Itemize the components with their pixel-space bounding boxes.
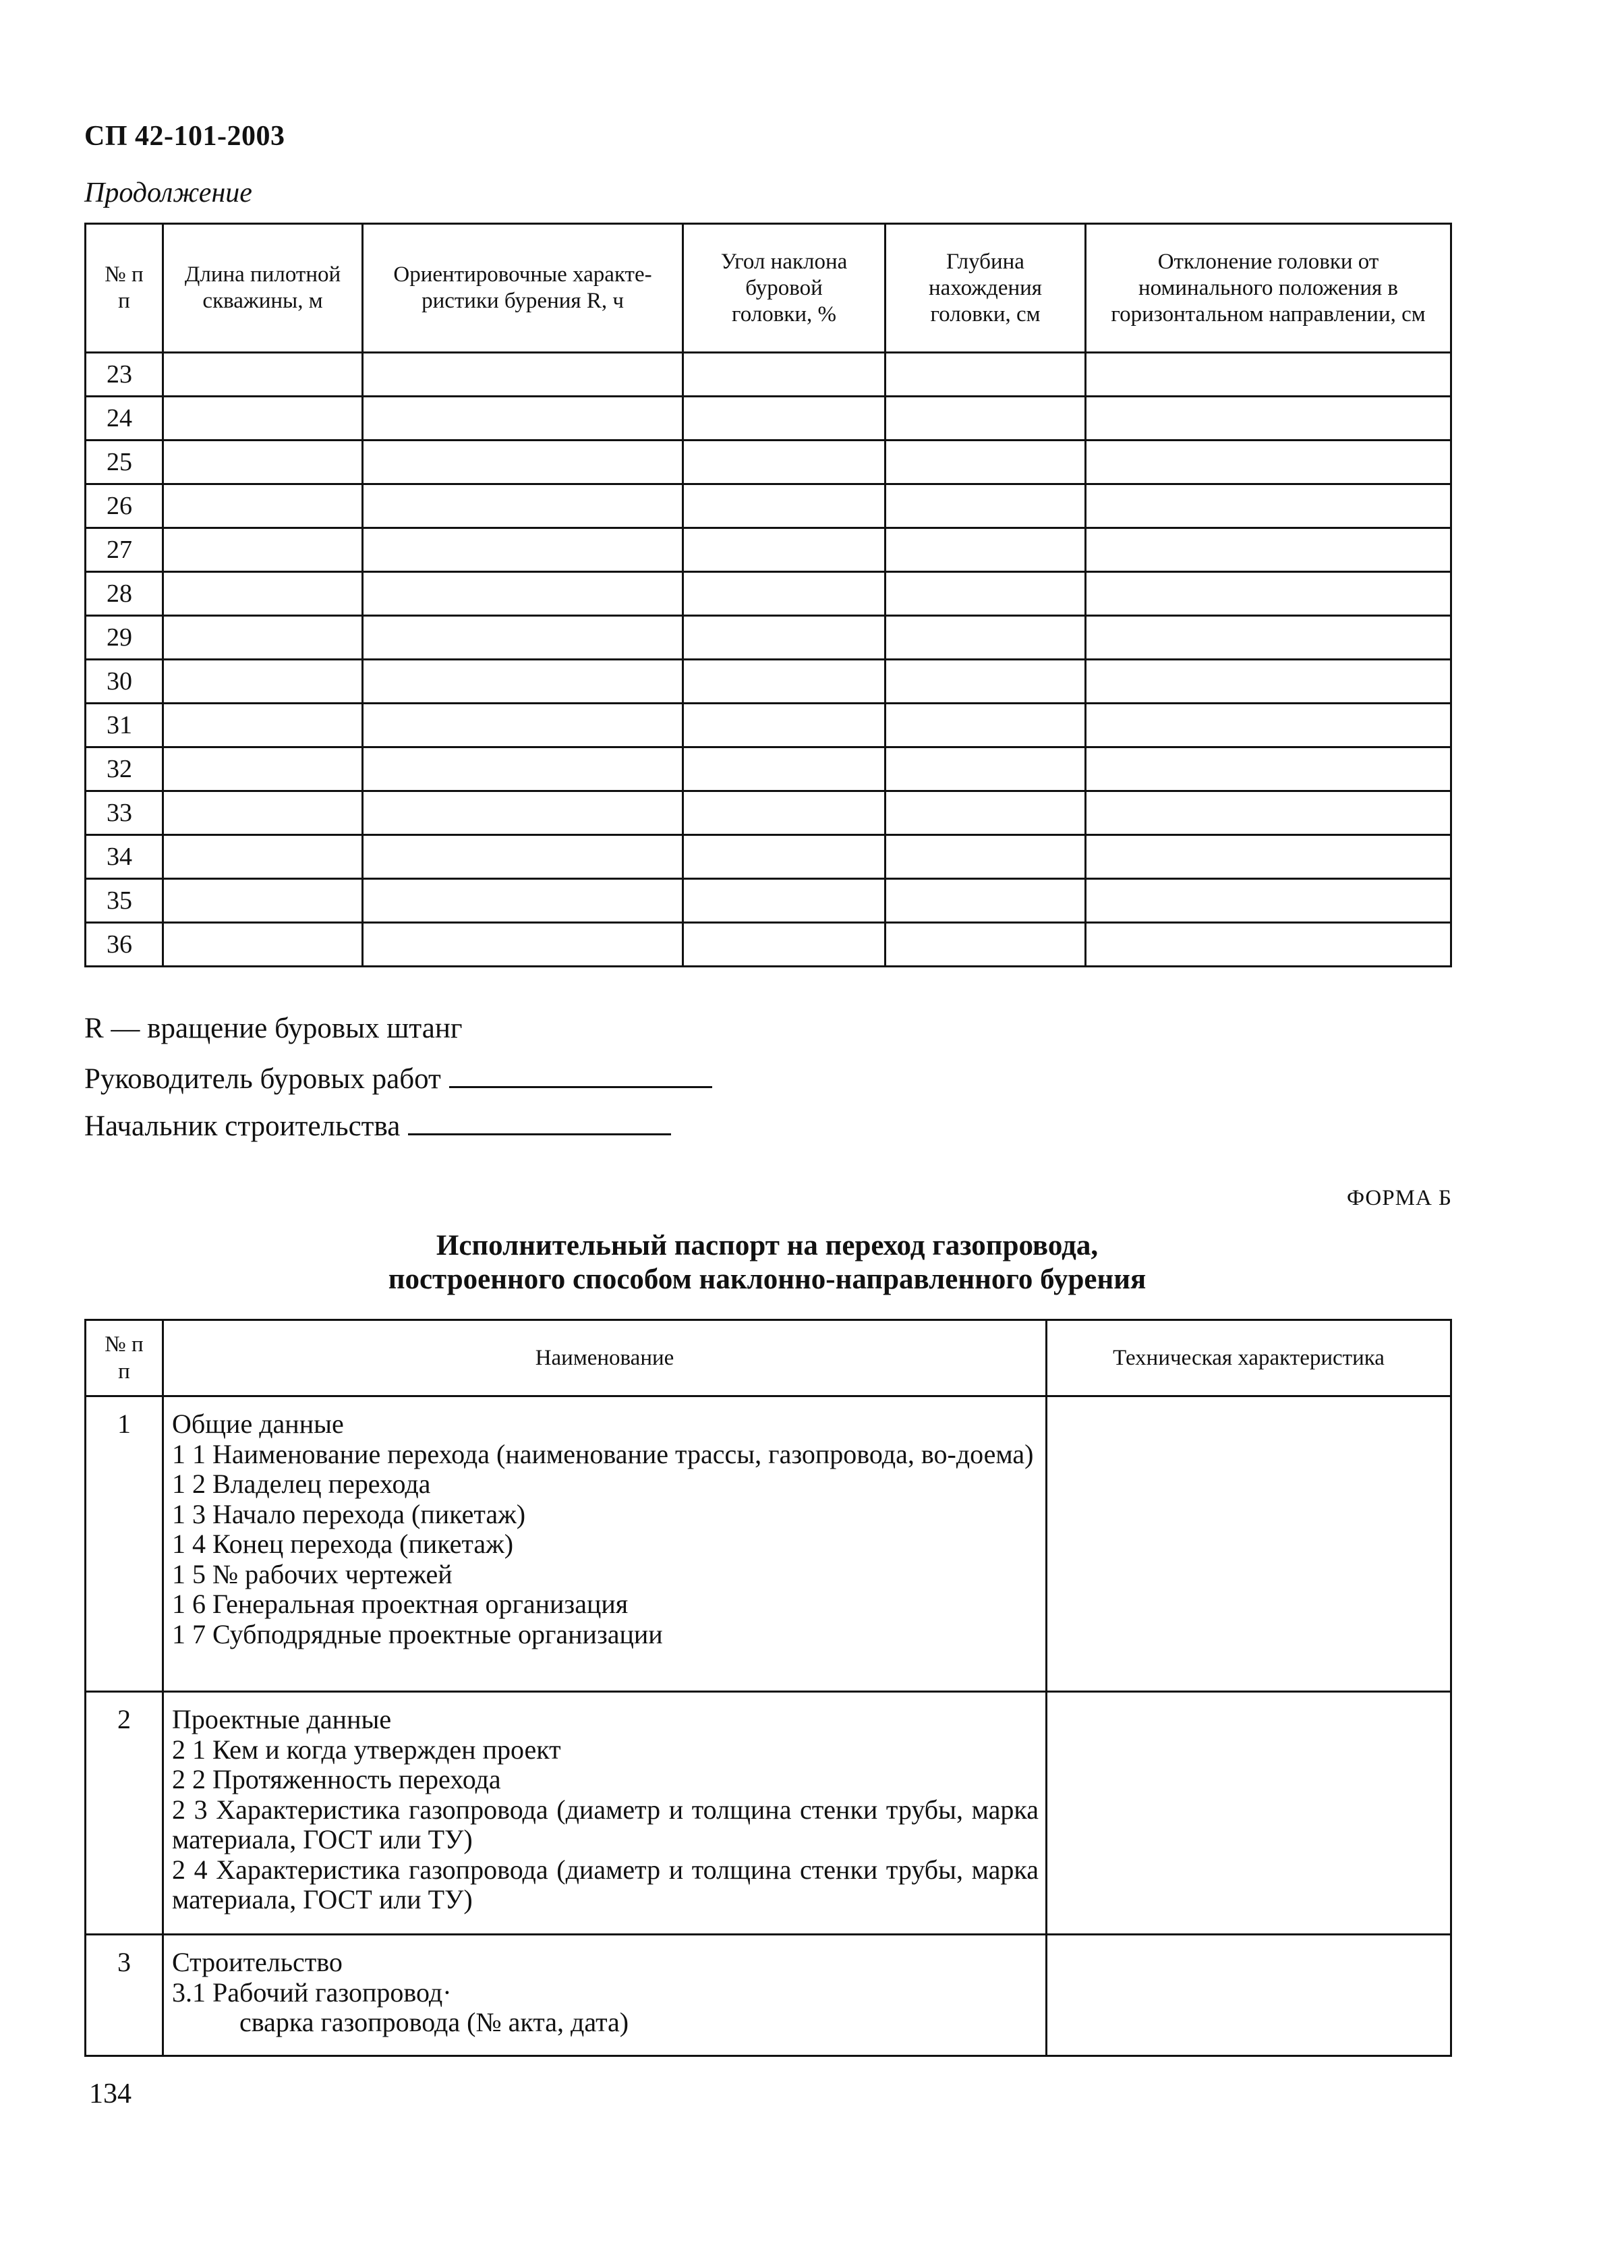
table-cell <box>683 791 886 835</box>
row-number: 28 <box>86 572 163 616</box>
item-1-6: 1 6 Генеральная проектная организация <box>172 1589 629 1619</box>
row-number: 25 <box>86 441 163 484</box>
item-2-2: 2 2 Протяженность перехода <box>172 1764 501 1794</box>
item-3-1: 3.1 Рабочий газопровод· <box>172 1977 452 2008</box>
table-row <box>86 747 1451 791</box>
section-row-construction <box>86 1935 1451 2056</box>
construction-chief-label: Начальник строительства <box>84 1110 401 1142</box>
form-label: ФОРМА Б <box>1346 1186 1452 1210</box>
table-cell <box>1086 704 1451 747</box>
table-cell <box>1086 791 1451 835</box>
row-number: 30 <box>86 660 163 704</box>
table-cell <box>683 441 886 484</box>
table-cell <box>886 791 1086 835</box>
table-cell <box>1086 353 1451 397</box>
table-header-row <box>86 224 1451 353</box>
table-cell <box>163 704 363 747</box>
table-cell <box>886 572 1086 616</box>
table-cell <box>1086 660 1451 704</box>
table-cell <box>363 528 683 572</box>
table-cell <box>1086 835 1451 879</box>
passport-title-line-2: построенного способом наклонно-направленного бурения <box>388 1264 1147 1295</box>
table-cell <box>1086 923 1451 967</box>
section-content <box>163 1396 1047 1692</box>
row-number: 36 <box>86 923 163 967</box>
table-cell <box>363 923 683 967</box>
table-cell <box>886 660 1086 704</box>
column-header-name: Наименование <box>163 1320 1047 1396</box>
row-number: 29 <box>86 616 163 660</box>
table-cell <box>683 353 886 397</box>
item-2-4: 2 4 Характеристика газопровода (диаметр и толщина стенки трубы, марка материала, ГОСТ или ТУ) <box>172 1854 1039 1915</box>
table-cell <box>163 484 363 528</box>
table-row <box>86 572 1451 616</box>
table-cell <box>1086 484 1451 528</box>
row-number: 35 <box>86 879 163 923</box>
table-cell <box>163 879 363 923</box>
row-number: 34 <box>86 835 163 879</box>
table-cell <box>363 835 683 879</box>
row-number: 26 <box>86 484 163 528</box>
column-header-tilt-angle: Угол наклона буровой головки, % <box>683 224 886 353</box>
table-cell <box>1086 441 1451 484</box>
table-cell <box>886 704 1086 747</box>
table-cell <box>886 484 1086 528</box>
section-heading: Строительство <box>172 1947 343 1977</box>
column-header-specification: Техническая характеристика <box>1047 1320 1451 1396</box>
table-cell <box>163 923 363 967</box>
specification-cell <box>1047 1692 1451 1935</box>
row-number: 27 <box>86 528 163 572</box>
item-2-1: 2 1 Кем и когда утвержден проект <box>172 1734 561 1765</box>
drilling-manager-label: Руководитель буровых работ <box>84 1063 441 1095</box>
table-row <box>86 923 1451 967</box>
table-cell <box>1086 528 1451 572</box>
table-cell <box>683 923 886 967</box>
table-cell <box>683 879 886 923</box>
table-cell <box>1086 397 1451 441</box>
table-row <box>86 660 1451 704</box>
table-cell <box>363 747 683 791</box>
page-number: 134 <box>89 2078 132 2109</box>
drilling-log-table <box>84 223 1452 967</box>
table-cell <box>363 791 683 835</box>
column-header-drilling-characteristics: Ориентировочные характе-ристики бурения R, ч <box>363 224 683 353</box>
table-row <box>86 397 1451 441</box>
specification-cell <box>1047 1935 1451 2056</box>
item-1-1: 1 1 Наименование перехода (наименование трассы, газопровода, во-доема) <box>172 1438 1034 1469</box>
table-cell <box>886 397 1086 441</box>
item-3-1-welding: сварка газопровода (№ акта, дата) <box>239 2007 629 2037</box>
row-number: 23 <box>86 353 163 397</box>
table-row <box>86 484 1451 528</box>
passport-title-line-1: Исполнительный паспорт на переход газопровода, <box>436 1230 1099 1261</box>
construction-chief-signature <box>84 1106 671 1143</box>
table-cell <box>163 397 363 441</box>
table-cell <box>683 397 886 441</box>
table-cell <box>886 353 1086 397</box>
table-row <box>86 791 1451 835</box>
table-cell <box>163 353 363 397</box>
table-cell <box>163 616 363 660</box>
table-cell <box>886 616 1086 660</box>
row-number: 32 <box>86 747 163 791</box>
table-cell <box>886 835 1086 879</box>
table-cell <box>1086 572 1451 616</box>
table-cell <box>886 441 1086 484</box>
table-cell <box>683 616 886 660</box>
table-cell <box>1086 616 1451 660</box>
section-row-general <box>86 1396 1451 1692</box>
section-number: 1 <box>86 1396 163 1692</box>
column-header-pilot-length: Длина пилотной скважины, м <box>163 224 363 353</box>
document-code: СП 42-101-2003 <box>84 121 285 152</box>
passport-title <box>84 1229 1450 1297</box>
table-row <box>86 704 1451 747</box>
table-row <box>86 353 1451 397</box>
table-cell <box>683 572 886 616</box>
section-row-design <box>86 1692 1451 1935</box>
item-2-3: 2 3 Характеристика газопровода (диаметр и толщина стенки трубы, марка материала, ГОСТ или ТУ) <box>172 1794 1039 1854</box>
section-number: 2 <box>86 1692 163 1935</box>
table-cell <box>163 441 363 484</box>
table-cell <box>163 835 363 879</box>
table-cell <box>363 572 683 616</box>
table-cell <box>363 353 683 397</box>
section-heading: Общие данные <box>172 1409 344 1439</box>
row-number: 31 <box>86 704 163 747</box>
table-cell <box>363 484 683 528</box>
table-row <box>86 879 1451 923</box>
column-header-head-deviation: Отклонение головки от номинального положения в горизонтальном направлении, см <box>1086 224 1451 353</box>
table-cell <box>886 879 1086 923</box>
drilling-manager-signature <box>84 1059 712 1096</box>
signature-line <box>449 1059 712 1088</box>
table-cell <box>683 835 886 879</box>
table-row <box>86 616 1451 660</box>
table-cell <box>163 528 363 572</box>
table-cell <box>683 747 886 791</box>
table-cell <box>683 660 886 704</box>
item-1-7: 1 7 Субподрядные проектные организации <box>172 1618 663 1649</box>
row-number: 33 <box>86 791 163 835</box>
table-cell <box>683 528 886 572</box>
continuation-label: Продолжение <box>84 177 252 208</box>
item-1-3: 1 3 Начало перехода (пикетаж) <box>172 1498 526 1529</box>
table-header-row <box>86 1320 1451 1396</box>
table-cell <box>1086 879 1451 923</box>
column-header-number: № п п <box>86 1320 163 1396</box>
specification-cell <box>1047 1396 1451 1692</box>
column-header-head-depth: Глубина нахождения головки, см <box>886 224 1086 353</box>
table-cell <box>363 704 683 747</box>
table-cell <box>886 528 1086 572</box>
row-number: 24 <box>86 397 163 441</box>
table-cell <box>363 616 683 660</box>
table-cell <box>363 660 683 704</box>
section-heading: Проектные данные <box>172 1704 392 1734</box>
signature-line <box>408 1106 671 1135</box>
column-header-number: № п п <box>86 224 163 353</box>
passport-table <box>84 1319 1452 2057</box>
section-content <box>163 1692 1047 1935</box>
item-1-5: 1 5 № рабочих чертежей <box>172 1558 453 1589</box>
item-1-2: 1 2 Владелец перехода <box>172 1469 431 1499</box>
table-cell <box>683 484 886 528</box>
table-cell <box>163 572 363 616</box>
table-cell <box>163 747 363 791</box>
table-cell <box>163 660 363 704</box>
legend-note: R — вращение буровых штанг <box>84 1013 463 1044</box>
table-cell <box>1086 747 1451 791</box>
table-cell <box>363 397 683 441</box>
table-cell <box>886 923 1086 967</box>
table-cell <box>683 704 886 747</box>
table-cell <box>163 791 363 835</box>
table-cell <box>363 879 683 923</box>
table-cell <box>363 441 683 484</box>
section-content <box>163 1935 1047 2056</box>
item-1-4: 1 4 Конец перехода (пикетаж) <box>172 1529 514 1559</box>
section-number: 3 <box>86 1935 163 2056</box>
table-cell <box>886 747 1086 791</box>
table-row <box>86 835 1451 879</box>
table-row <box>86 441 1451 484</box>
table-row <box>86 528 1451 572</box>
